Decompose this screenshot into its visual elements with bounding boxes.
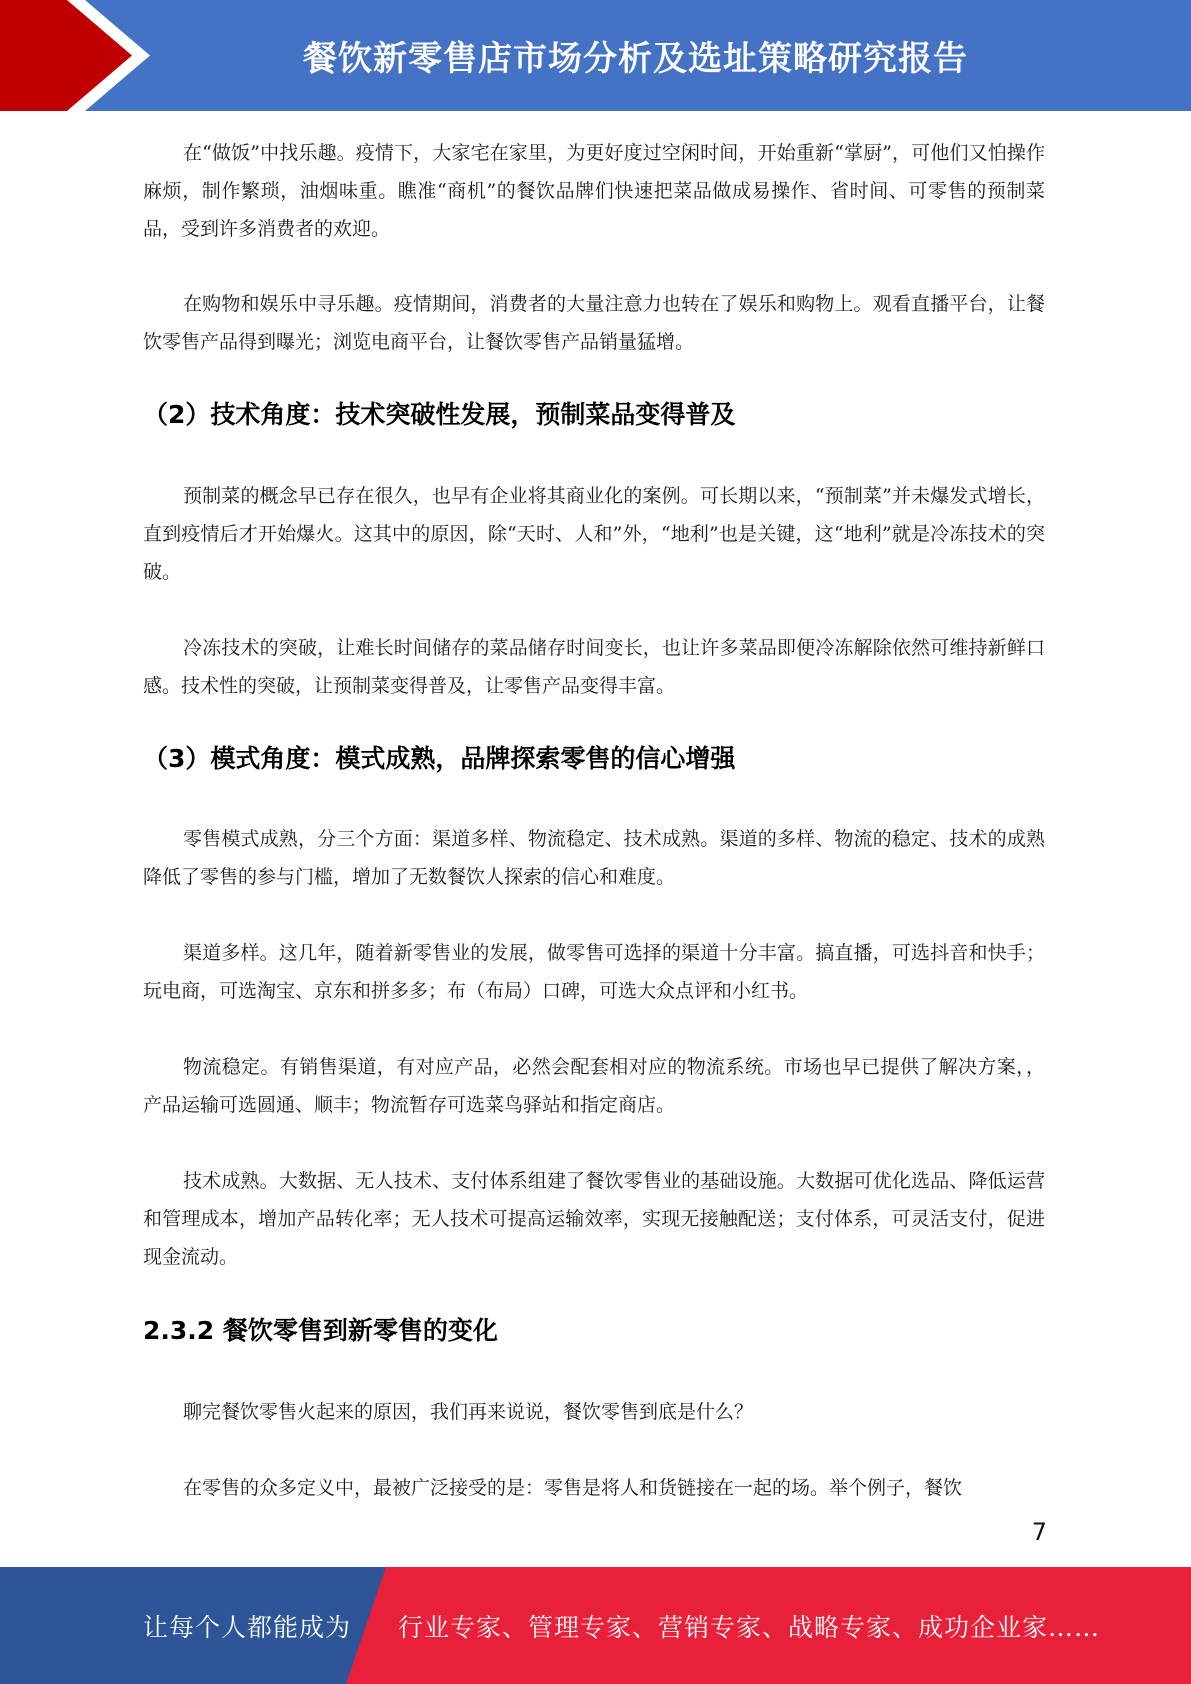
paragraph-retail-definition: 在零售的众多定义中，最被广泛接受的是：零售是将人和货链接在一起的场。举个例子，餐饮 bbox=[183, 1477, 963, 1499]
paragraph-logistics: 物流稳定。有销售渠道，有对应产品，必然会配套相对应的物流系统。市场也早已提供了解决方案，，产品运输可选圆通、顺丰；物流暂存可选菜鸟驿站和指定商店。 bbox=[143, 1056, 1045, 1116]
page-footer bbox=[0, 1567, 1191, 1684]
paragraph-prepared-dishes: 预制菜的概念早已存在很久，也早有企业将其商业化的案例。可长期以来，“预制菜”并未爆发式增长，直到疫情后才开始爆火。这其中的原因，除“天时、人和”外，“地利”也是关键，这“地利”就是冷冻技术的突破。 bbox=[143, 485, 1045, 583]
heading-section-2-3-2: 2.3.2 餐饮零售到新零售的变化 bbox=[143, 1316, 498, 1345]
paragraph-retail-model: 零售模式成熟，分三个方面：渠道多样、物流稳定、技术成熟。渠道的多样、物流的稳定、技术的成熟降低了零售的参与门槛，增加了无数餐饮人探索的信心和难度。 bbox=[143, 828, 1045, 888]
paragraph-shopping-fun: 在购物和娱乐中寻乐趣。疫情期间，消费者的大量注意力也转在了娱乐和购物上。观看直播平台，让餐饮零售产品得到曝光；浏览电商平台，让餐饮零售产品销量猛增。 bbox=[143, 293, 1045, 353]
paragraph-cooking-fun: 在“做饭”中找乐趣。疫情下，大家宅在家里，为更好度过空闲时间，开始重新“掌厨”，可他们又怕操作麻烦，制作繁琐，油烟味重。瞧准“商机”的餐饮品牌们快速把菜品做成易操作、省时间、可零售的预制菜品，受到许多消费者的欢迎。 bbox=[143, 142, 1045, 240]
header-arrow-decoration bbox=[0, 0, 150, 111]
footer-slogan-right: 行业专家、管理专家、营销专家、战略专家、成功企业家…… bbox=[398, 1612, 1101, 1642]
footer-slogan-left: 让每个人都能成为 bbox=[143, 1612, 352, 1642]
page-number: 7 bbox=[1031, 1518, 1047, 1546]
heading-technology-angle: （2）技术角度：技术突破性发展，预制菜品变得普及 bbox=[143, 400, 736, 429]
heading-model-angle: （3）模式角度：模式成熟，品牌探索零售的信心增强 bbox=[143, 744, 736, 773]
report-title: 餐饮新零售店市场分析及选址策略研究报告 bbox=[303, 39, 968, 79]
page-header bbox=[0, 0, 1191, 111]
paragraph-technology: 技术成熟。大数据、无人技术、支付体系组建了餐饮零售业的基础设施。大数据可优化选品、降低运营和管理成本，增加产品转化率；无人技术可提高运输效率，实现无接触配送；支付体系，可灵活支付，促进现金流动。 bbox=[143, 1170, 1045, 1268]
paragraph-what-is-retail: 聊完餐饮零售火起来的原因，我们再来说说，餐饮零售到底是什么？ bbox=[183, 1401, 754, 1423]
paragraph-channels: 渠道多样。这几年，随着新零售业的发展，做零售可选择的渠道十分丰富。搞直播，可选抖音和快手；玩电商，可选淘宝、京东和拼多多；布（布局）口碑，可选大众点评和小红书。 bbox=[143, 942, 1045, 1002]
paragraph-freezing-tech: 冷冻技术的突破，让难长时间储存的菜品储存时间变长，也让许多菜品即便冷冻解除依然可维持新鲜口感。技术性的突破，让预制菜变得普及，让零售产品变得丰富。 bbox=[143, 637, 1045, 697]
